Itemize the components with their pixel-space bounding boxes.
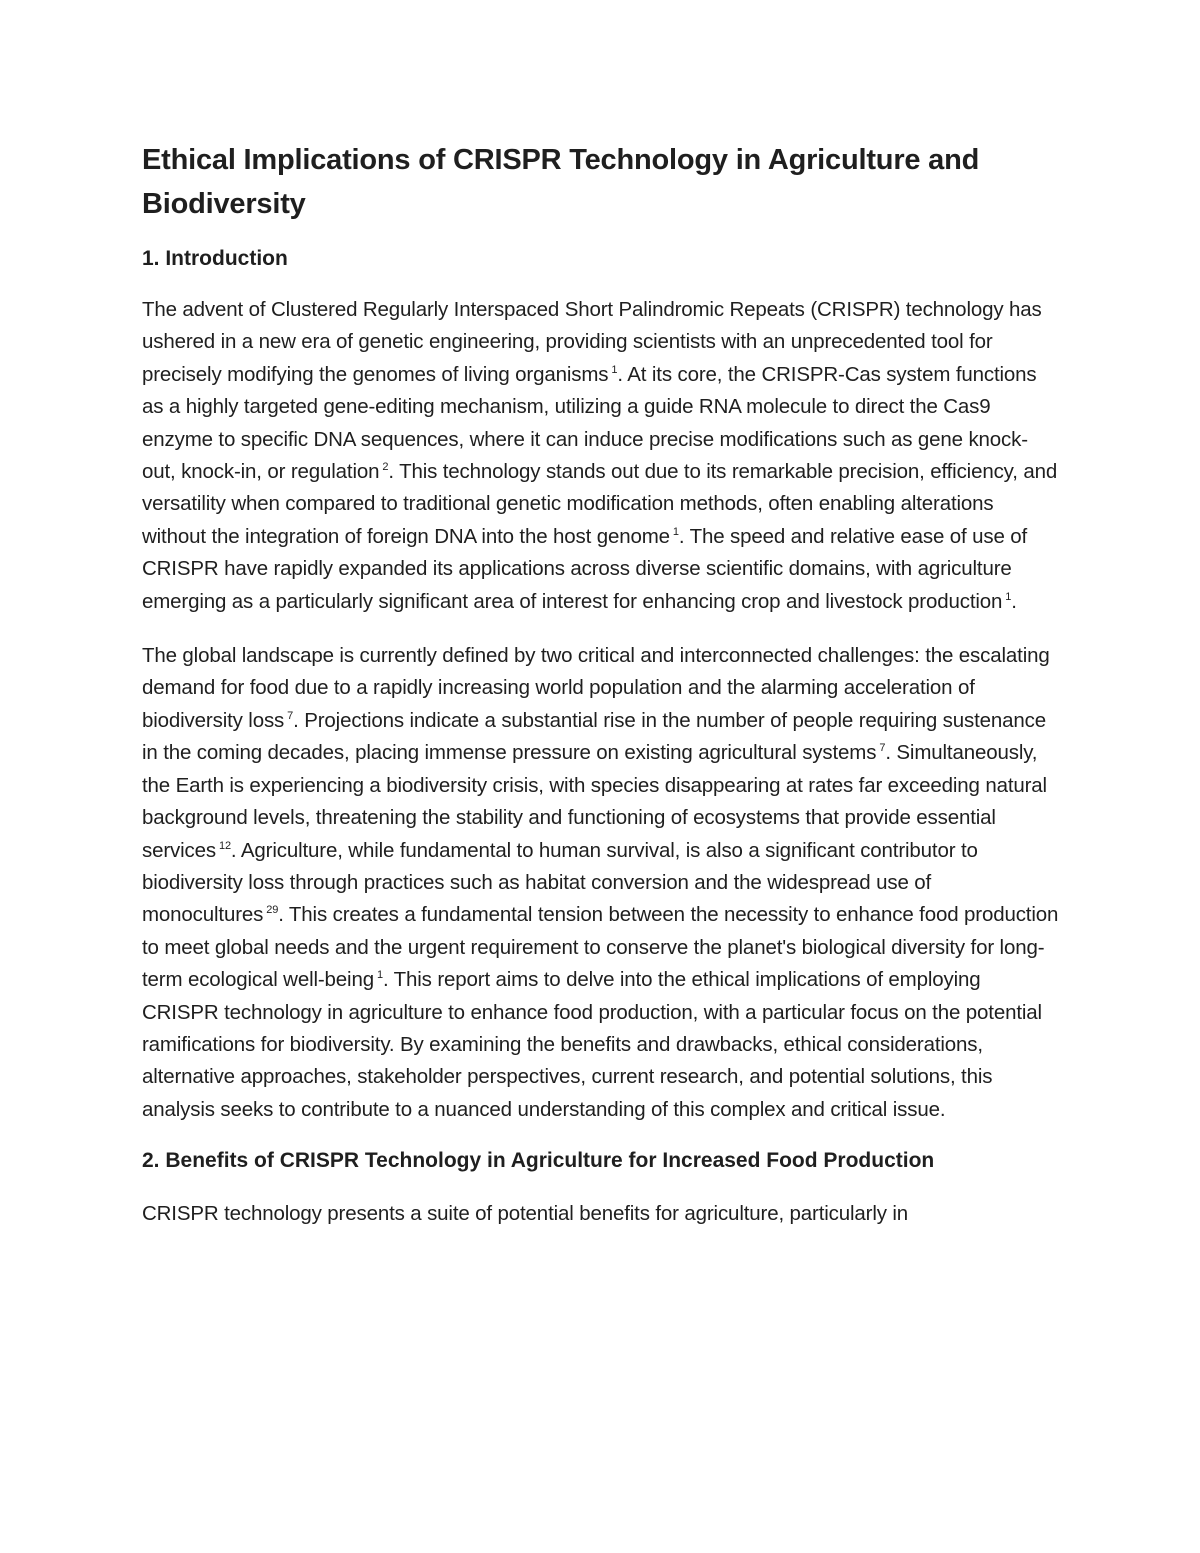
citation-marker: 7 bbox=[879, 742, 886, 755]
paragraph-text: . This creates a fundamental tension between the necessity to enhance food production to meet global needs and the urgent requirement to conserve the planet's biological diversity for long-term ecological well-being bbox=[142, 903, 1059, 992]
paragraph-text: . Agriculture, while fundamental to human survival, is also a significant contributor to biodiversity loss through practices such as habitat conversion and the widespread use of monocultures bbox=[142, 838, 978, 927]
intro-paragraph-1 bbox=[142, 294, 1060, 618]
citation-marker: 1 bbox=[376, 969, 383, 982]
paragraph-text: The global landscape is currently defined by two critical and interconnected challenges: the escalating demand for food due to a rapidly increasing world population and the alarming acceleration of biodiversity loss bbox=[142, 644, 1050, 732]
paragraph-text: . The speed and relative ease of use of CRISPR have rapidly expanded its applications across diverse scientific domains, with agriculture emerging as a particularly significant area of interest for enhancing crop and livestock production bbox=[142, 524, 1028, 613]
benefits-paragraph-1: CRISPR technology presents a suite of potential benefits for agriculture, particularly in bbox=[142, 1202, 909, 1226]
citation-marker: 7 bbox=[287, 709, 294, 722]
citation-marker: 12 bbox=[218, 839, 231, 852]
paragraph-text: The advent of Clustered Regularly Interspaced Short Palindromic Repeats (CRISPR) technology has ushered in a new era of genetic engineering, providing scientists with an unprecedented tool for precisely modifying the genomes of living organisms bbox=[142, 298, 1042, 386]
citation-marker: 1 bbox=[611, 363, 618, 376]
citation-marker: 1 bbox=[1005, 590, 1012, 603]
document-page bbox=[142, 138, 1060, 1252]
paragraph-text: . This technology stands out due to its remarkable precision, efficiency, and versatility when compared to traditional genetic modification methods, often enabling alterations without the integration of foreign DNA into the host genome bbox=[142, 460, 1058, 548]
intro-paragraph-2 bbox=[142, 640, 1060, 1126]
document-title: Ethical Implications of CRISPR Technology in Agriculture and Biodiversity bbox=[142, 144, 980, 220]
citation-marker: 29 bbox=[266, 904, 279, 917]
paragraph-text: . bbox=[1011, 589, 1017, 613]
citation-marker: 1 bbox=[672, 525, 679, 538]
paragraph-text: . Projections indicate a substantial rise in the number of people requiring sustenance in the coming decades, placing immense pressure on existing agricultural systems bbox=[142, 708, 1047, 765]
paragraph-text: . Simultaneously, the Earth is experiencing a biodiversity crisis, with species disappearing at rates far exceeding natural background levels, threatening the stability and functioning of ecosystems that provide essential services bbox=[142, 741, 1047, 862]
citation-marker: 2 bbox=[382, 461, 389, 474]
paragraph-text: . At its core, the CRISPR-Cas system functions as a highly targeted gene-editing mechanism, utilizing a guide RNA molecule to direct the Cas9 enzyme to specific DNA sequences, where it can induce precise modifications such as gene knock-out, knock-in, or regulation bbox=[142, 362, 1037, 484]
paragraph-text: . This report aims to delve into the ethical implications of employing CRISPR technology in agriculture to enhance food production, with a particular focus on the potential ramifications for biodiversity. By examining the benefits and drawbacks, ethical considerations, alternative approaches, stakeholder perspectives, current research, and potential solutions, this analysis seeks to contribute to a nuanced understanding of this complex and critical issue. bbox=[142, 968, 1042, 1121]
section-heading-introduction: 1. Introduction bbox=[142, 247, 288, 270]
section-heading-benefits: 2. Benefits of CRISPR Technology in Agriculture for Increased Food Production bbox=[142, 1149, 935, 1173]
